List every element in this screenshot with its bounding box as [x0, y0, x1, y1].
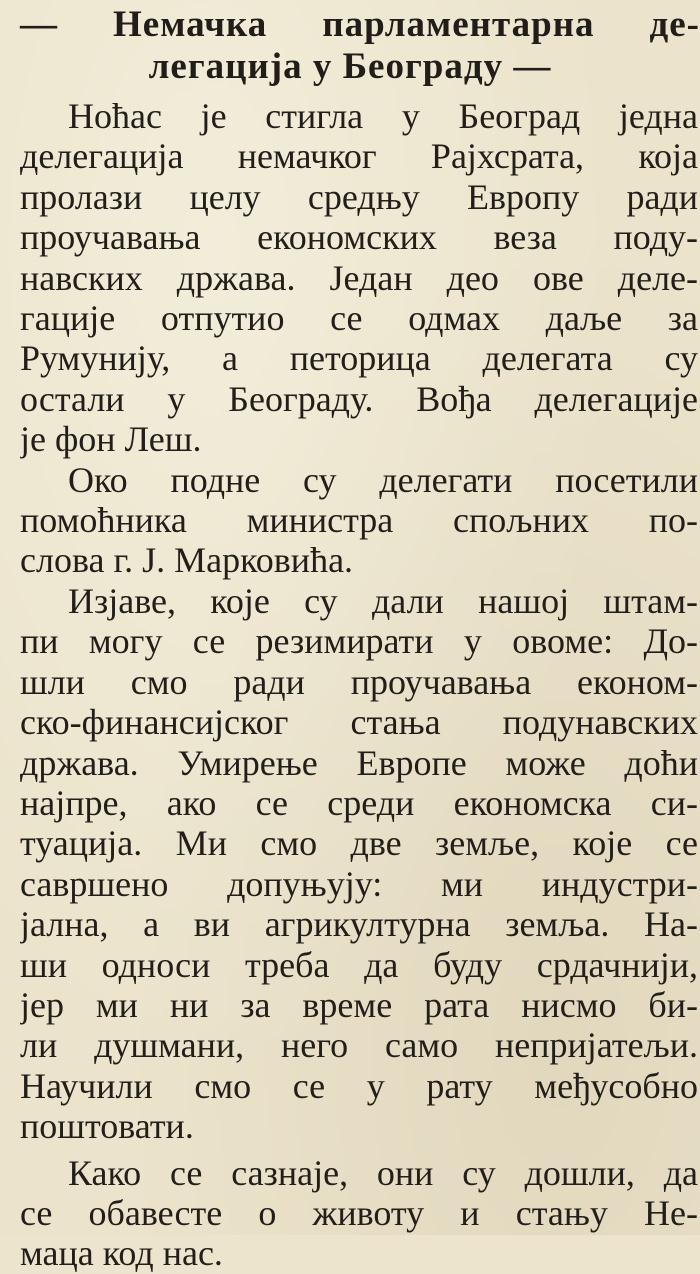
- text-line: Научили смо се у рату међусобно: [20, 1065, 698, 1106]
- text-line: навских држава. Један део ове деле-: [20, 257, 698, 298]
- text-line: Изјаве, које су дали нашој штам-: [68, 580, 698, 621]
- text-line: је фон Леш.: [20, 419, 202, 460]
- text-line: пролази целу средњу Европу ради: [20, 176, 698, 217]
- paragraph: [20, 1153, 698, 1274]
- paragraph: [20, 460, 698, 581]
- text-line: поштовати.: [20, 1106, 194, 1147]
- text-line: ши односи треба да буду срдачнији,: [20, 944, 698, 985]
- text-line: делегација немачког Рајхсрата, која: [20, 136, 698, 177]
- text-line: Како се сазнаје, они су дошли, да: [68, 1152, 698, 1193]
- text-line: проучавања економских веза поду-: [20, 217, 698, 258]
- headline: [20, 4, 700, 88]
- text-line: савршено допуњују: ми индустри-: [20, 863, 698, 904]
- text-line: помоћника министра спољних по-: [20, 500, 698, 541]
- text-line: гације отпутио се одмах даље за: [20, 298, 698, 339]
- text-line: маца код нас.: [20, 1233, 223, 1274]
- article-body: [20, 96, 698, 1274]
- text-line: остали у Београду. Вођа делегације: [20, 378, 698, 419]
- headline-line: — Немачка парламентарна де-: [20, 4, 700, 45]
- text-line: пи могу се резимирати у овоме: До-: [20, 621, 698, 662]
- text-line: Румунију, а петорица делегата су: [20, 338, 698, 379]
- text-line: се обавесте о животу и стању Не-: [20, 1192, 698, 1233]
- text-line: најпре, ако се среди економска си-: [20, 782, 698, 823]
- text-line: Око подне су делегати посетили: [68, 459, 698, 500]
- paragraph: [20, 96, 698, 460]
- headline-line: легација у Београду —: [148, 46, 552, 87]
- text-line: слова г. Ј. Марковића.: [20, 540, 354, 581]
- text-line: Ноћас је стигла у Београд једна: [68, 96, 698, 136]
- paragraph: [20, 581, 698, 1147]
- text-line: шли смо ради проучавања економ-: [20, 661, 698, 702]
- text-line: јална, а ви агрикултурна земља. На-: [20, 904, 698, 945]
- text-line: ли душмани, него само непријатељи.: [20, 1025, 698, 1066]
- text-line: јер ми ни за време рата нисмо би-: [20, 984, 698, 1025]
- text-line: туација. Ми смо две земље, које се: [20, 823, 698, 864]
- text-line: држава. Умирење Европе може доћи: [20, 742, 698, 783]
- text-line: ско-финансијског стања подунавских: [20, 702, 698, 743]
